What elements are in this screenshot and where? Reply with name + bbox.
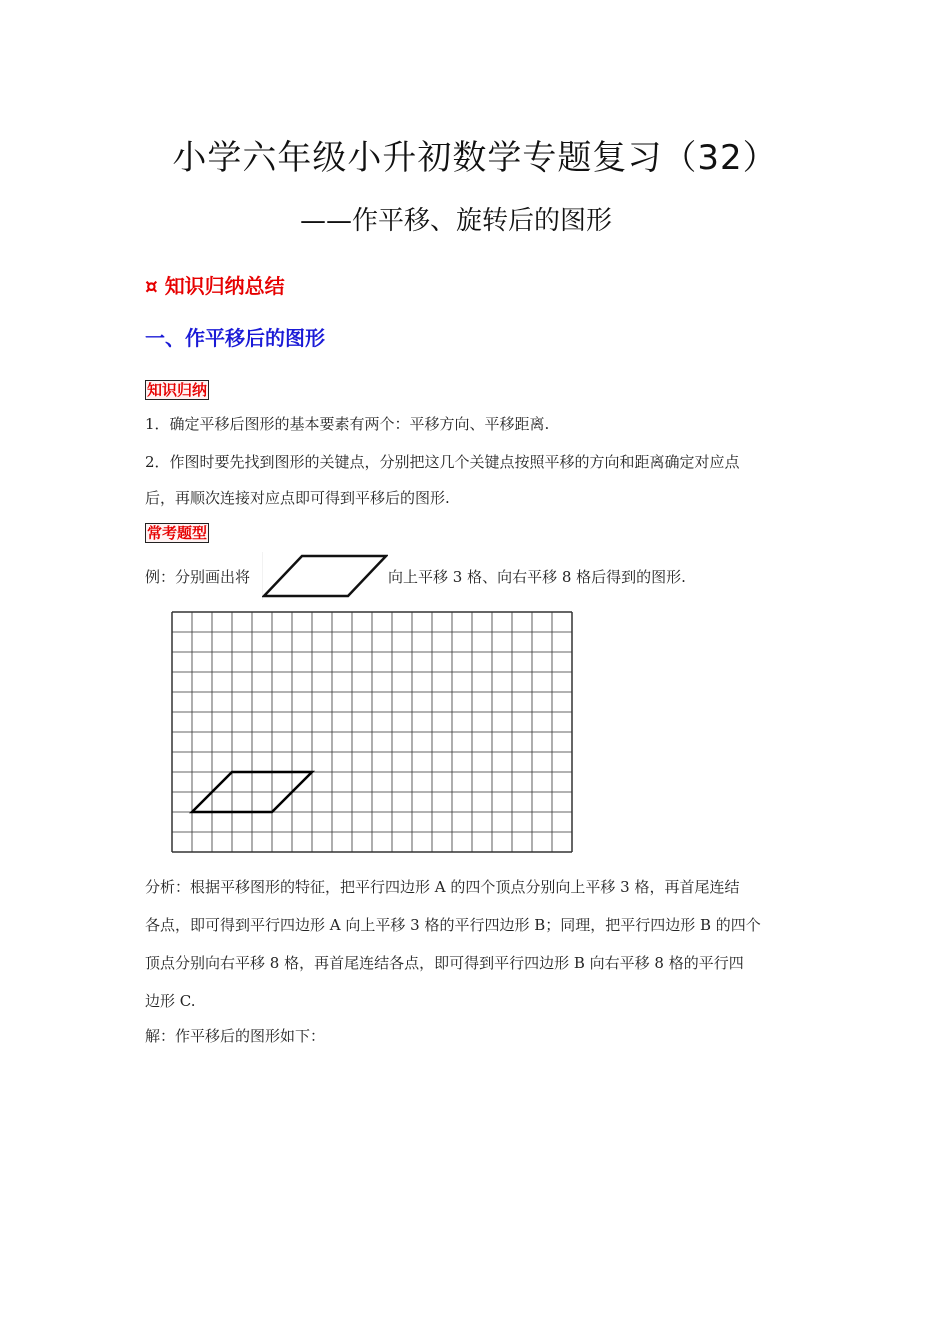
point-2-line-1: 2．作图时要先找到图形的关键点，分别把这几个关键点按照平移的方向和距离确定对应点 xyxy=(145,453,740,471)
page-subtitle: ——作平移、旋转后的图形 xyxy=(300,206,613,236)
section-translation: 一、作平移后的图形 xyxy=(145,326,325,350)
example-suffix: 向上平移 3 格、向右平移 8 格后得到的图形. xyxy=(388,568,686,586)
common-tag-wrapper xyxy=(145,523,209,542)
point-2-line-2: 后，再顺次连接对应点即可得到平移后的图形. xyxy=(145,489,450,507)
analysis-line-3: 顶点分别向右平移 8 格，再首尾连结各点，即可得到平行四边形 B 向右平移 8 格的平行四 xyxy=(145,954,744,972)
section-knowledge-summary: ¤ 知识归纳总结 xyxy=(145,274,285,298)
point-1: 1．确定平移后图形的基本要素有两个：平移方向、平移距离. xyxy=(145,415,550,433)
analysis-line-4: 边形 C. xyxy=(145,992,196,1010)
parallelogram-icon xyxy=(262,552,388,600)
solution-line: 解：作平移后的图形如下： xyxy=(145,1027,326,1045)
example-parallelogram-figure xyxy=(262,552,388,600)
analysis-line-1: 分析：根据平移图形的特征，把平行四边形 A 的四个顶点分别向上平移 3 格，再首尾连结 xyxy=(145,878,740,896)
grid-figure xyxy=(170,610,576,856)
common-question-tag: 常考题型 xyxy=(147,524,208,542)
translation-grid xyxy=(170,610,576,856)
page-title: 小学六年级小升初数学专题复习（32） xyxy=(172,138,778,178)
knowledge-tag-wrapper xyxy=(145,380,209,399)
analysis-line-2: 各点，即可得到平行四边形 A 向上平移 3 格的平行四边形 B；同理，把平行四边形 B 的四个 xyxy=(145,916,761,934)
analysis-block xyxy=(145,868,815,1020)
example-prefix: 例：分别画出将 xyxy=(145,568,251,586)
knowledge-tag: 知识归纳 xyxy=(147,381,208,399)
